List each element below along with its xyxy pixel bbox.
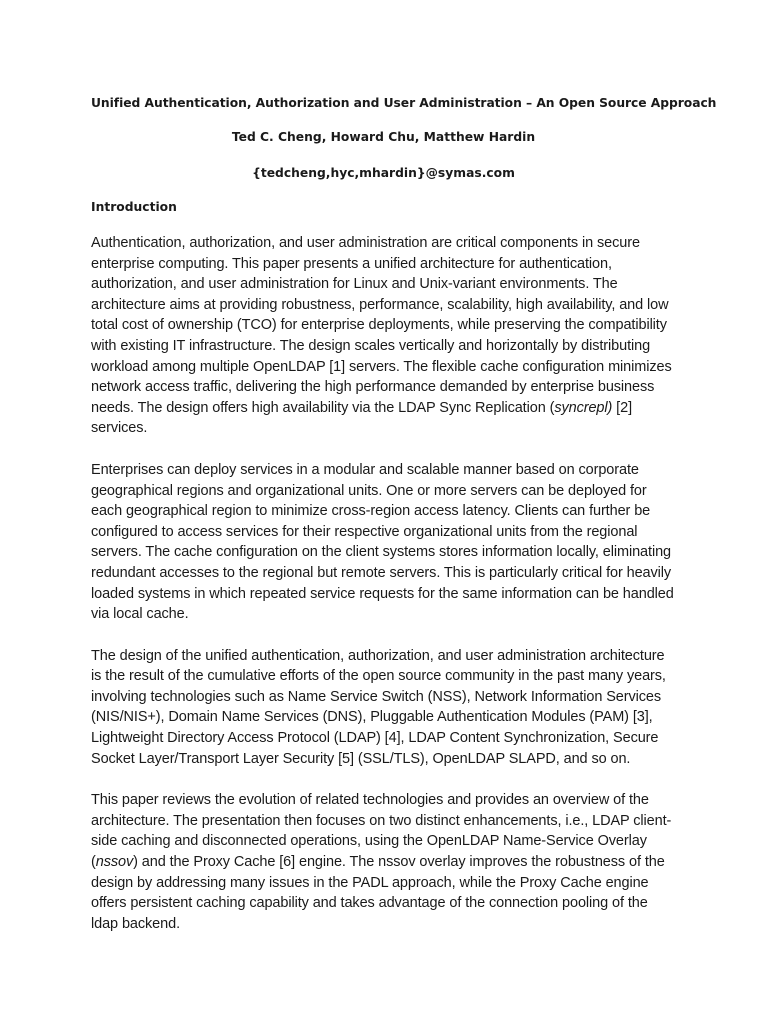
paper-title: Unified Authentication, Authorization and User Administration – An Open Source Approach [91, 96, 717, 110]
paper-authors: Ted C. Cheng, Howard Chu, Matthew Hardin [231, 130, 536, 144]
paragraph-4-tail: ) and the Proxy Cache [6] engine. The nssov overlay improves the robustness of the design by addressing many issues in the PADL approach, while the Proxy Cache engine offers persistent caching capability and takes advantage of the connection pooling of the ldap backend. [91, 854, 665, 932]
paragraph-1-tail: [2] services. [91, 399, 632, 437]
paragraph-2: Enterprises can deploy services in a modular and scalable manner based on corporate geographical regions and organizational units. One or more servers can be deployed for each geographical region to minimize cross-region access latency. Clients can further be configured to access services for their respective organizational units from the regional servers. The cache configuration on the client systems stores information locally, eliminating redundant accesses to the regional but remote servers. This is particularly critical for heavily loaded systems in which repeated service requests for the same information can be handled via local cache. [91, 461, 674, 623]
paragraph-4-text: This paper reviews the evolution of related technologies and provides an overview of the architecture. The presentation then focuses on two distinct enhancements, i.e., LDAP client-side caching and disconnected operations, using the OpenLDAP Name-Service Overlay ( [91, 792, 672, 871]
paragraph-3: The design of the unified authentication, authorization, and user administration architecture is the result of the cumulative efforts of the open source community in the past many years, involving technologies such as Name Service Switch (NSS), Network Information Services (NIS/NIS+), Domain Name Services (DNS), Pluggable Authentication Modules (PAM) [3], Lightweight Directory Access Protocol (LDAP) [4], LDAP Content Synchronization, Secure Socket Layer/Transport Layer Security [5] (SSL/TLS), OpenLDAP SLAPD, and so on. [91, 647, 666, 767]
paragraph-4 [91, 790, 676, 934]
paragraph-1-text: Authentication, authorization, and user administration are critical components in secure enterprise computing. This paper presents a unified architecture for authentication, authorization, and user administration for Linux and Unix-variant environments. The architecture aims at providing robustness, performance, scalability, high availability, and low total cost of ownership (TCO) for enterprise deployments, while preserving the compatibility with existing IT infrastructure. The design scales vertically and horizontally by distributing workload among multiple OpenLDAP [1] servers. The flexible cache configuration minimizes network access traffic, delivering the high performance demanded by enterprise business needs. The design offers high availability via the LDAP Sync Replication ( [91, 235, 672, 416]
section-heading-introduction: Introduction [91, 200, 177, 214]
syncrepl-term: syncrepl) [554, 399, 613, 416]
nssov-term: nssov [95, 854, 134, 871]
paragraph-1 [91, 233, 676, 439]
author-emails: {tedcheng,hyc,mhardin}@symas.com [252, 166, 515, 180]
